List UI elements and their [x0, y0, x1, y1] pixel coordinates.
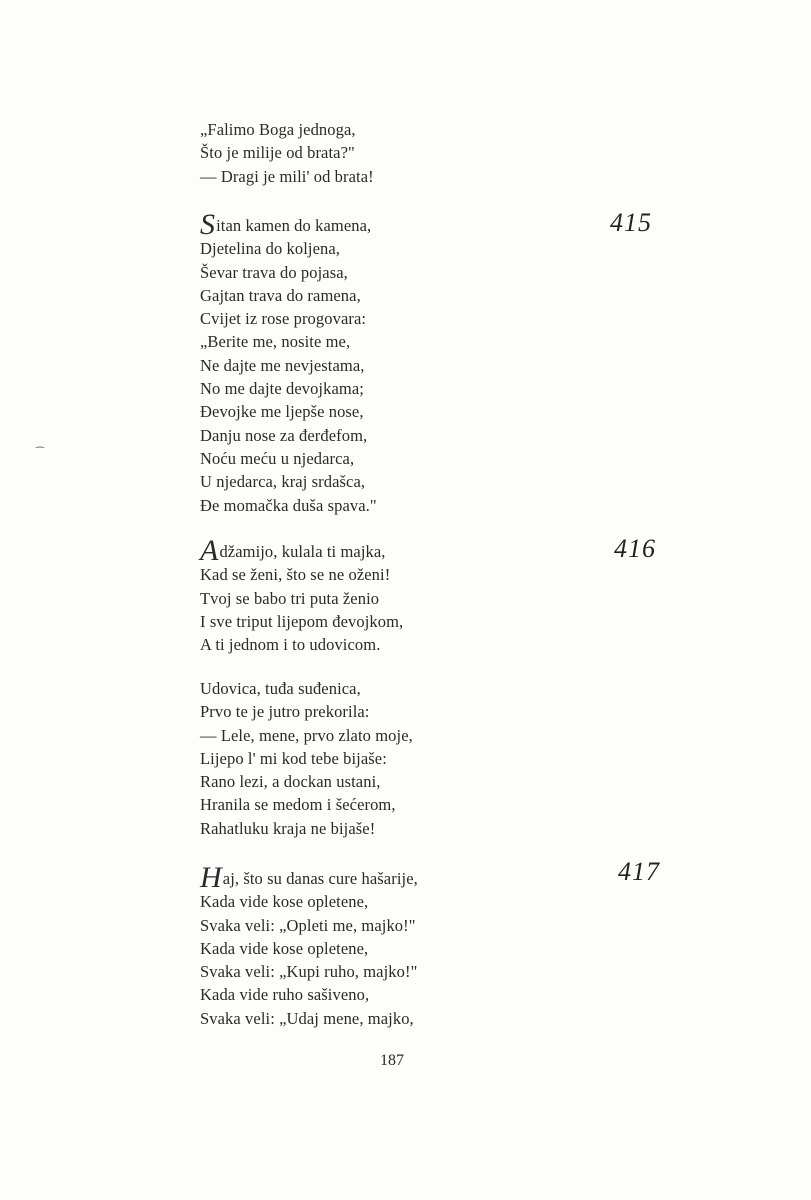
poem-line: Kada vide ruho sašiveno,	[200, 985, 370, 1005]
poem-first-line	[200, 208, 377, 241]
poem-line: Kada vide kose opletene,	[200, 892, 369, 912]
poem-line: Danju nose za đerđefom,	[200, 425, 368, 445]
poem-line: Ne dajte me nevjestama,	[200, 355, 365, 375]
poem-line: Djetelina do koljena,	[200, 239, 341, 259]
poem-line: Prvo te je jutro prekorila:	[200, 702, 370, 722]
poem-line: Tvoj se babo tri puta ženio	[200, 588, 380, 608]
poem-line: Udovica, tuđa suđenica,	[200, 679, 361, 698]
drop-cap: A	[200, 534, 219, 567]
poem-415	[200, 208, 377, 517]
poem-number-417: 417	[618, 857, 660, 886]
first-line-text: itan kamen do kamena,	[216, 216, 372, 235]
poem-line: Kada vide kose opletene,	[200, 938, 369, 958]
poem-number-416: 416	[614, 534, 656, 563]
poem-line: Svaka veli: „Opleti me, majko!"	[200, 915, 416, 935]
page-number: 187	[380, 1052, 404, 1069]
poem-line: Rahatluku kraja ne bijaše!	[200, 818, 376, 838]
poem-line: — Dragi je mili' od brata!	[200, 166, 374, 186]
first-line-text: aj, što su danas cure hašarije,	[222, 869, 418, 888]
poem-417	[200, 861, 418, 1030]
drop-cap: S	[200, 208, 216, 241]
poem-number-415: 415	[610, 208, 652, 237]
poem-line: Što je milije od brata?"	[200, 143, 355, 163]
stanza-closing	[200, 118, 374, 188]
poem-line: Đe momačka duša spava."	[200, 495, 377, 515]
poem-first-line	[200, 534, 403, 567]
poem-first-line	[200, 861, 418, 894]
poem-line: — Lele, mene, prvo zlato moje,	[200, 725, 413, 745]
margin-speck: ⁀	[36, 448, 45, 459]
drop-cap: H	[200, 861, 222, 894]
poem-line: Gajtan trava do ramena,	[200, 285, 361, 305]
poem-line: Svaka veli: „Udaj mene, majko,	[200, 1008, 414, 1028]
poem-line: Cvijet iz rose progovara:	[200, 309, 367, 329]
poem-line: Rano lezi, a dockan ustani,	[200, 772, 381, 792]
poem-line: Kad se ženi, što se ne oženi!	[200, 565, 391, 585]
stanza-416-continued	[200, 677, 413, 840]
poem-line: Noću meću u njedarca,	[200, 448, 355, 468]
poem-line: Hranila se medom i šećerom,	[200, 795, 396, 815]
poem-line: A ti jednom i to udovicom.	[200, 635, 381, 655]
poem-line: „Berite me, nosite me,	[200, 332, 351, 352]
poem-line: „Falimo Boga jednoga,	[200, 120, 356, 139]
poem-line: Svaka veli: „Kupi ruho, majko!"	[200, 962, 418, 982]
poem-line: Đevojke me ljepše nose,	[200, 402, 364, 422]
poem-line: Ševar trava do pojasa,	[200, 262, 348, 282]
poem-line: U njedarca, kraj srdašca,	[200, 472, 366, 492]
poem-416	[200, 534, 404, 656]
poem-line: Lijepo l' mi kod tebe bijaše:	[200, 748, 387, 768]
poem-line: No me dajte devojkama;	[200, 379, 364, 399]
first-line-text: džamijo, kulala ti majka,	[219, 542, 386, 561]
poem-line: I sve triput lijepom đevojkom,	[200, 611, 404, 631]
